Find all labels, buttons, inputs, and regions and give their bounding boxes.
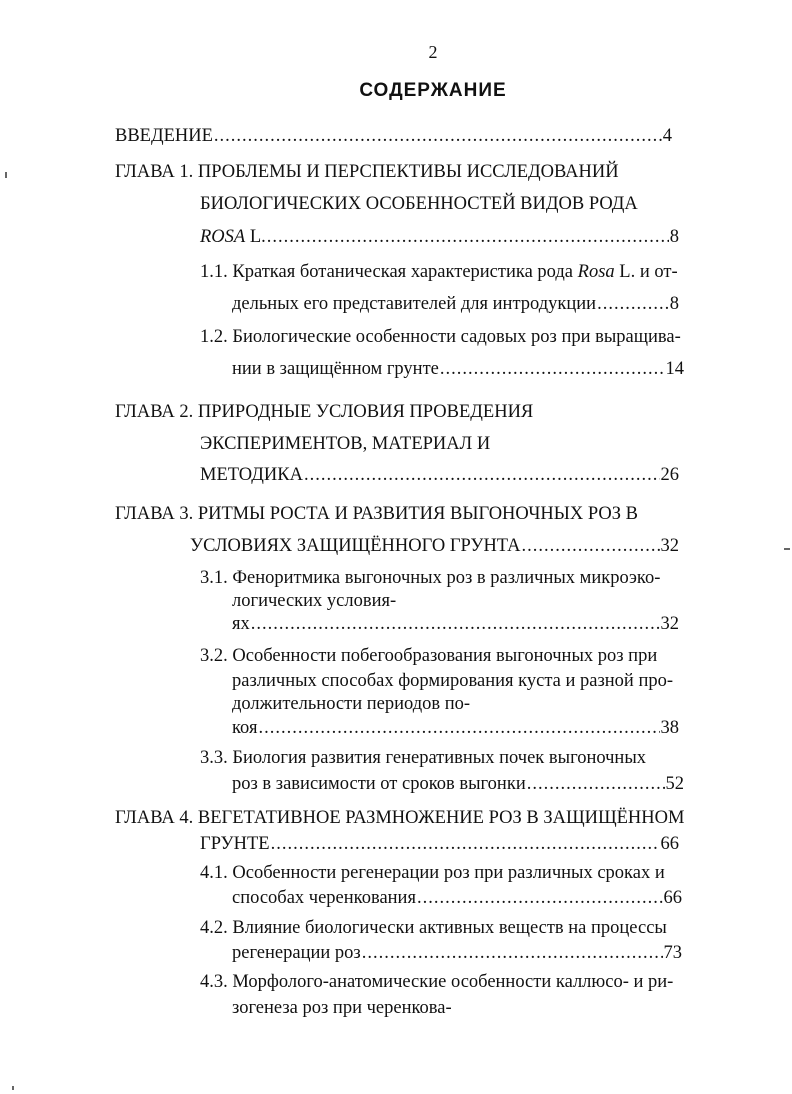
toc-page-number: 66 — [663, 888, 682, 908]
toc-entry-title: нии в защищённом грунте — [232, 359, 439, 379]
leader-dots — [522, 534, 660, 558]
toc-page-number: 14 — [665, 359, 684, 379]
toc-section-3-2-line-2: различных способах формирования куста и разной про- — [232, 671, 674, 691]
toc-entry-intro[interactable] — [115, 124, 672, 148]
toc-section-4-3-line-1[interactable]: 4.3. Морфолого-анатомические особенности каллюсо- и ри- — [200, 972, 674, 992]
toc-entry-title: способах черенкования — [232, 888, 416, 908]
toc-section-1-1-line-2[interactable] — [232, 292, 679, 316]
toc-page-number: 32 — [660, 536, 679, 556]
author-abbrev: L. — [245, 227, 266, 247]
toc-chapter-4-line-2[interactable] — [200, 832, 679, 856]
toc-section-1-1-line-1[interactable] — [200, 260, 678, 284]
toc-section-3-2-line-1[interactable]: 3.2. Особенности побегообразования выгоночных роз при — [200, 646, 658, 666]
page-title: СОДЕРЖАНИЕ — [359, 80, 507, 101]
toc-chapter-1-line-3[interactable] — [200, 225, 679, 249]
toc-chapter-2-line-1[interactable]: ГЛАВА 2. ПРИРОДНЫЕ УСЛОВИЯ ПРОВЕДЕНИЯ — [115, 402, 534, 422]
toc-entry-title: 1.1. Краткая ботаническая характеристика рода — [200, 262, 578, 282]
toc-entry-title: роз в зависимости от сроков выгонки — [232, 774, 526, 794]
toc-page-number: 52 — [665, 774, 684, 794]
toc-entry-title: УСЛОВИЯХ ЗАЩИЩЁННОГО ГРУНТА — [190, 536, 521, 556]
scan-artifact-mark — [784, 548, 790, 550]
toc-section-4-3-line-2: зогенеза роз при черенкова- — [232, 998, 452, 1018]
toc-section-3-2-line-3: должительности периодов по- — [232, 694, 471, 714]
toc-section-4-1-line-2[interactable] — [232, 886, 682, 910]
scan-artifact-mark — [12, 1086, 14, 1090]
toc-chapter-2-line-2: ЭКСПЕРИМЕНТОВ, МАТЕРИАЛ И — [200, 434, 491, 454]
toc-section-3-3-line-1[interactable]: 3.3. Биология развития генеративных почек выгоночных — [200, 748, 647, 768]
genus-name: Rosa — [577, 262, 615, 282]
toc-chapter-3-line-2[interactable] — [190, 534, 679, 558]
toc-section-4-2-line-1[interactable]: 4.2. Влияние биологически активных веществ на процессы — [200, 918, 667, 938]
toc-page-number: 32 — [660, 614, 679, 634]
leader-dots — [214, 124, 662, 148]
leader-dots — [362, 941, 663, 965]
leader-dots — [271, 832, 660, 856]
toc-section-3-2-line-4[interactable] — [232, 716, 679, 740]
genus-name: ROSA — [200, 227, 246, 247]
leader-dots — [304, 463, 660, 487]
toc-entry-title: ГРУНТЕ — [200, 834, 270, 854]
toc-entry-title: регенерации роз — [232, 943, 361, 963]
toc-entry-title: ях — [232, 614, 250, 634]
toc-page-number: 4 — [662, 126, 672, 146]
toc-section-1-2-line-1[interactable]: 1.2. Биологические особенности садовых роз при выращива- — [200, 327, 681, 347]
toc-entry-title-cont: L. и от- — [614, 262, 678, 282]
toc-section-4-2-line-2[interactable] — [232, 941, 682, 965]
toc-entry-title: МЕТОДИКА — [200, 465, 303, 485]
toc-page-number: 8 — [669, 227, 679, 247]
leader-dots — [527, 772, 665, 796]
toc-section-3-3-line-2[interactable] — [232, 772, 684, 796]
toc-page-number: 73 — [663, 943, 682, 963]
toc-chapter-1-line-1[interactable]: ГЛАВА 1. ПРОБЛЕМЫ И ПЕРСПЕКТИВЫ ИССЛЕДОВАНИЙ — [115, 162, 619, 182]
toc-page-number: 8 — [669, 294, 679, 314]
toc-chapter-1-line-2: БИОЛОГИЧЕСКИХ ОСОБЕННОСТЕЙ ВИДОВ РОДА — [200, 194, 638, 214]
toc-section-3-1-line-1[interactable]: 3.1. Феноритмика выгоночных роз в различных микроэко- — [200, 568, 661, 588]
toc-section-3-1-line-2: логических условия- — [232, 591, 397, 611]
toc-chapter-2-line-3[interactable] — [200, 463, 679, 487]
leader-dots — [440, 357, 665, 381]
leader-dots — [258, 716, 659, 740]
leader-dots — [597, 292, 669, 316]
toc-section-1-2-line-2[interactable] — [232, 357, 684, 381]
toc-chapter-3-line-1[interactable]: ГЛАВА 3. РИТМЫ РОСТА И РАЗВИТИЯ ВЫГОНОЧНЫХ РОЗ В — [115, 504, 638, 524]
toc-page-number: 26 — [660, 465, 679, 485]
toc-section-4-1-line-1[interactable]: 4.1. Особенности регенерации роз при различных сроках и — [200, 863, 665, 883]
leader-dots — [251, 612, 660, 636]
toc-entry-title — [200, 225, 266, 249]
toc-chapter-4-line-1[interactable]: ГЛАВА 4. ВЕГЕТАТИВНОЕ РАЗМНОЖЕНИЕ РОЗ В ЗАЩИЩЁННОМ — [115, 808, 685, 828]
leader-dots — [417, 886, 663, 910]
toc-section-3-1-line-3[interactable] — [232, 612, 679, 636]
scan-artifact-mark — [5, 172, 7, 178]
leader-dots — [267, 225, 669, 249]
toc-entry-title: ВВЕДЕНИЕ — [115, 126, 213, 146]
toc-page-number: 38 — [660, 718, 679, 738]
toc-entry-title: дельных его представителей для интродукции — [232, 294, 597, 314]
toc-entry-title: коя — [232, 718, 258, 738]
toc-page-number: 66 — [660, 834, 679, 854]
page-number: 2 — [428, 42, 438, 62]
